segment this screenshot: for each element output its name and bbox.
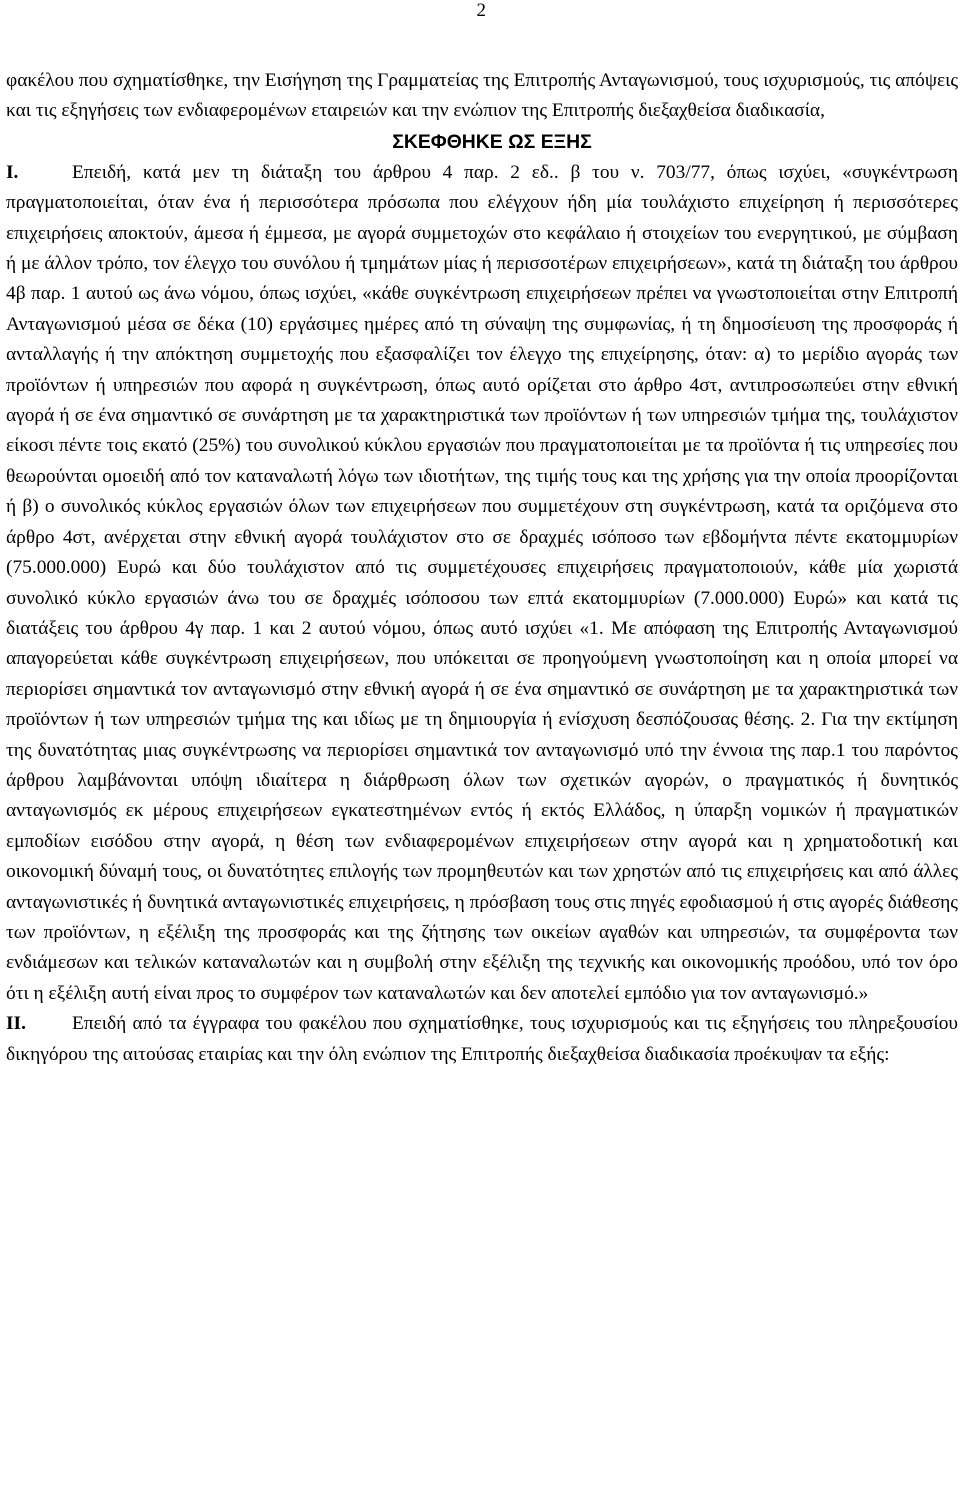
section-1-paragraph <box>6 158 958 1009</box>
section-2-numeral: II. <box>6 1013 26 1035</box>
section-2-text: Επειδή από τα έγγραφα του φακέλου που σχηματίσθηκε, τους ισχυρισμούς και τις εξηγήσεις του πληρεξουσίου δικηγόρου της αιτούσας εταιρίας και την όλη ενώπιον της Επιτροπής διεξαχθείσα διαδικασία προέκυψαν τα εξής: <box>6 1013 958 1065</box>
section-heading: ΣΚΕΦΘΗΚΕ ΩΣ ΕΞΗΣ <box>392 130 592 153</box>
page-number: 2 <box>476 0 486 21</box>
document-body <box>6 66 958 1070</box>
intro-paragraph: φακέλου που σχηματίσθηκε, την Εισήγηση της Γραμματείας της Επιτροπής Ανταγωνισμού, τους ισχυρισμούς, τις απόψεις και τις εξηγήσεις των ενδιαφερομένων εταιρειών και την ενώπιον της Επιτροπής διεξαχθείσα διαδικασία, <box>6 70 958 122</box>
section-1-numeral: I. <box>6 161 19 183</box>
section-2-paragraph <box>6 1009 958 1070</box>
section-1-text: Επειδή, κατά μεν τη διάταξη του άρθρου 4 παρ. 2 εδ.. β του ν. 703/77, όπως ισχύει, «συγκέντρωση πραγματοποιείται, όταν ένα ή περισσότερα πρόσωπα που ελέγχουν ήδη μία τουλάχιστο επιχείρηση ή περισσότερες επιχειρήσεις αποκτούν, άμεσα ή έμμεσα, με αγορά συμμετοχών στο κεφάλαιο ή στοιχείων του ενεργητικού, με σύμβαση ή με άλλον τρόπο, τον έλεγχο του συνόλου ή τμημάτων μίας ή περισσοτέρων επιχειρήσεων», κατά τη διάταξη του άρθρου 4β παρ. 1 αυτού ως άνω νόμου, όπως ισχύει, «κάθε συγκέντρωση επιχειρήσεων πρέπει να γνωστοποιείται στην Επιτροπή Ανταγωνισμού μέσα σε δέκα (10) εργάσιμες ημέρες από τη σύναψη της συμφωνίας, ή τη δημοσίευση της προσφοράς ή ανταλλαγής ή την απόκτηση συμμετοχής που εξασφαλίζει τον έλεγχο της επιχείρησης, όταν: α) το μερίδιο αγοράς των προϊόντων ή υπηρεσιών που αφορά η συγκέντρωση, όπως αυτό ορίζεται στο άρθρο 4στ, αντιπροσωπεύει στην εθνική αγορά ή σε ένα σημαντικό σε συνάρτηση με τα χαρακτηριστικά των προϊόντων ή των υπηρεσιών τμήμα της, τουλάχιστον είκοσι πέντε τοις εκατό (25%) του συνολικού κύκλου εργασιών που πραγματοποιείται με τα προϊόντα ή τις υπηρεσίες που θεωρούνται ομοειδή από τον καταναλωτή λόγω των ιδιοτήτων, της τιμής τους και της χρήσης για την οποία προορίζονται ή β) ο συνολικός κύκλος εργασιών όλων των επιχειρήσεων που συμμετέχουν στη συγκέντρωση, κατά τα οριζόμενα στο άρθρο 4στ, ανέρχεται στην εθνική αγορά τουλάχιστον στο σε δραχμές ισόποσο των εβδομήντα πέντε εκατομμυρίων (75.000.000) Ευρώ και δύο τουλάχιστον από τις συμμετέχουσες επιχειρήσεις πραγματοποιούν, κάθε μία χωριστά συνολικό κύκλο εργασιών άνω του σε δραχμές ισόποσου των επτά εκατομμυρίων (7.000.000) Ευρώ» και κατά τις διατάξεις του άρθρου 4γ παρ. 1 και 2 αυτού νόμου, όπως αυτό ισχύει «1. Με απόφαση της Επιτροπής Ανταγωνισμού απαγορεύεται κάθε συγκέντρωση επιχειρήσεων, που υπόκειται σε προηγούμενη γνωστοποίηση και η οποία μπορεί να περιορίσει σημαντικά τον ανταγωνισμό στην εθνική αγορά ή σε ένα σημαντικό σε συνάρτηση με τα χαρακτηριστικά των προϊόντων ή των υπηρεσιών τμήμα της και ιδίως με τη δημιουργία ή ενίσχυση δεσπόζουσας θέσης. 2. Για την εκτίμηση της δυνατότητας μιας συγκέντρωσης να περιορίσει σημαντικά τον ανταγωνισμό υπό την έννοια της παρ.1 του παρόντος άρθρου λαμβάνονται υπόψη ιδιαίτερα η διάρθρωση όλων των σχετικών αγορών, ο πραγματικός ή δυνητικός ανταγωνισμός εκ μέρους επιχειρήσεων εγκατεστημένων εντός ή εκτός Ελλάδος, η ύπαρξη νομικών ή πραγματικών εμποδίων εισόδου στην αγορά, η θέση των ενδιαφερομένων επιχειρήσεων στην αγορά και η χρηματοδοτική και οικονομική δύναμή τους, οι δυνατότητες επιλογής των προμηθευτών και των χρηστών από τις επιχειρήσεις και από άλλες ανταγωνιστικές ή δυνητικά ανταγωνιστικές επιχειρήσεις, η πρόσβαση τους στις πηγές εφοδιασμού ή στις αγορές διάθεσης των προϊόντων, η εξέλιξη της προσφοράς και της ζήτησης των οικείων αγαθών και υπηρεσιών, τα συμφέροντα των ενδιάμεσων και τελικών καταναλωτών και η συμβολή στην εξέλιξη της τεχνικής και οικονομικής προόδου, υπό τον όρο ότι η εξέλιξη αυτή είναι προς το συμφέρον των καταναλωτών και δεν αποτελεί εμπόδιο για τον ανταγωνισμό.» <box>6 161 958 1004</box>
